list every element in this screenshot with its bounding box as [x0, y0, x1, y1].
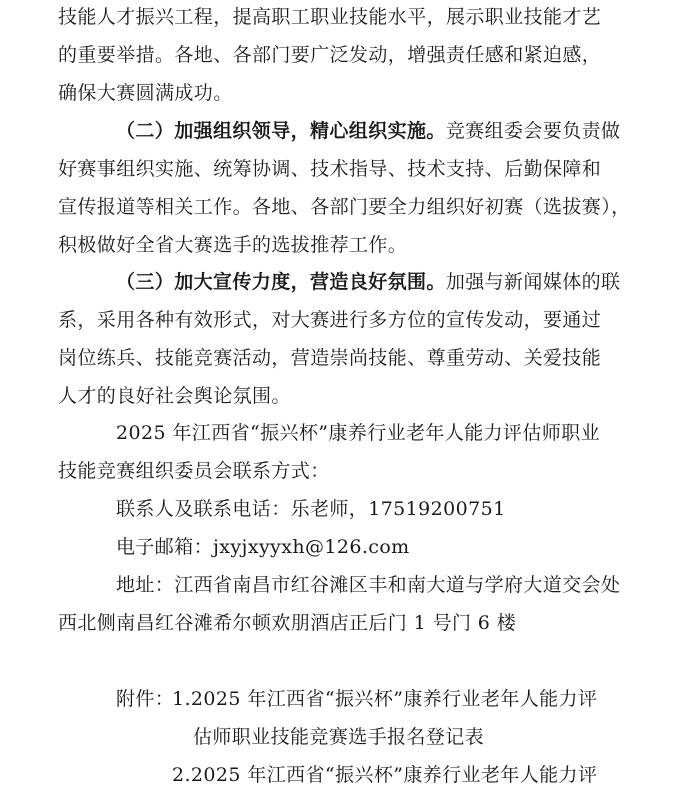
contact-address-line: 西北侧南昌红谷滩希尔顿欢朋酒店正后门 1 号门 6 楼	[58, 612, 517, 634]
body-text-line: 的重要举措。各地、各部门要广泛发动，增强责任感和紧迫感，	[58, 44, 602, 66]
contact-person-label: 联系人及联系电话：	[116, 498, 291, 520]
section-2-heading: （二）加强组织领导，精心组织实施。	[116, 120, 446, 142]
contact-person-value: 乐老师，17519200751	[290, 498, 506, 520]
body-text-line: 积极做好全省大赛选手的选拔推荐工作。	[58, 234, 408, 256]
section-2-text: 竞赛组委会要负责做	[445, 120, 621, 142]
contact-address-line: 地址：江西省南昌市红谷滩区丰和南大道与学府大道交会处	[116, 574, 621, 596]
attachment-item-line: 2.2025 年江西省“振兴杯”康养行业老年人能力评	[172, 764, 598, 786]
contact-email	[116, 534, 410, 560]
contact-intro-line: 技能竞赛组织委员会联系方式：	[58, 460, 330, 482]
contact-intro-line: 2025 年江西省“振兴杯”康养行业老年人能力评估师职业	[116, 422, 601, 444]
contact-person	[116, 496, 506, 522]
body-text-line: 系，采用各种有效形式，对大赛进行多方位的宣传发动，要通过	[58, 309, 602, 331]
body-text-line: 宣传报道等相关工作。各地、各部门要全力组织好初赛（选拔赛），	[58, 196, 631, 218]
section-3-text: 加强与新闻媒体的联	[445, 271, 621, 293]
contact-email-value: jxyjxyyxh@126.com	[213, 536, 410, 558]
body-text-line: 好赛事组织实施、统筹协调、技术指导、技术支持、后勤保障和	[58, 158, 602, 180]
section-2-first-line	[116, 118, 620, 144]
section-3-first-line	[116, 269, 620, 295]
attachments-label: 附件：	[116, 688, 175, 710]
body-text-line: 岗位练兵、技能竞赛活动，营造崇尚技能、尊重劳动、关爱技能	[58, 347, 602, 369]
attachment-item-line: 1.2025 年江西省“振兴杯”康养行业老年人能力评	[172, 688, 598, 710]
body-text-line: 人才的良好社会舆论氛围。	[58, 385, 291, 407]
contact-email-label: 电子邮箱：	[116, 536, 214, 558]
section-3-heading: （三）加大宣传力度，营造良好氛围。	[116, 271, 446, 293]
body-text-line: 确保大赛圆满成功。	[58, 82, 233, 104]
body-text-line: 技能人才振兴工程，提高职工职业技能水平，展示职业技能才艺	[58, 6, 602, 28]
attachment-item-line: 估师职业技能竞赛选手报名登记表	[193, 726, 485, 748]
